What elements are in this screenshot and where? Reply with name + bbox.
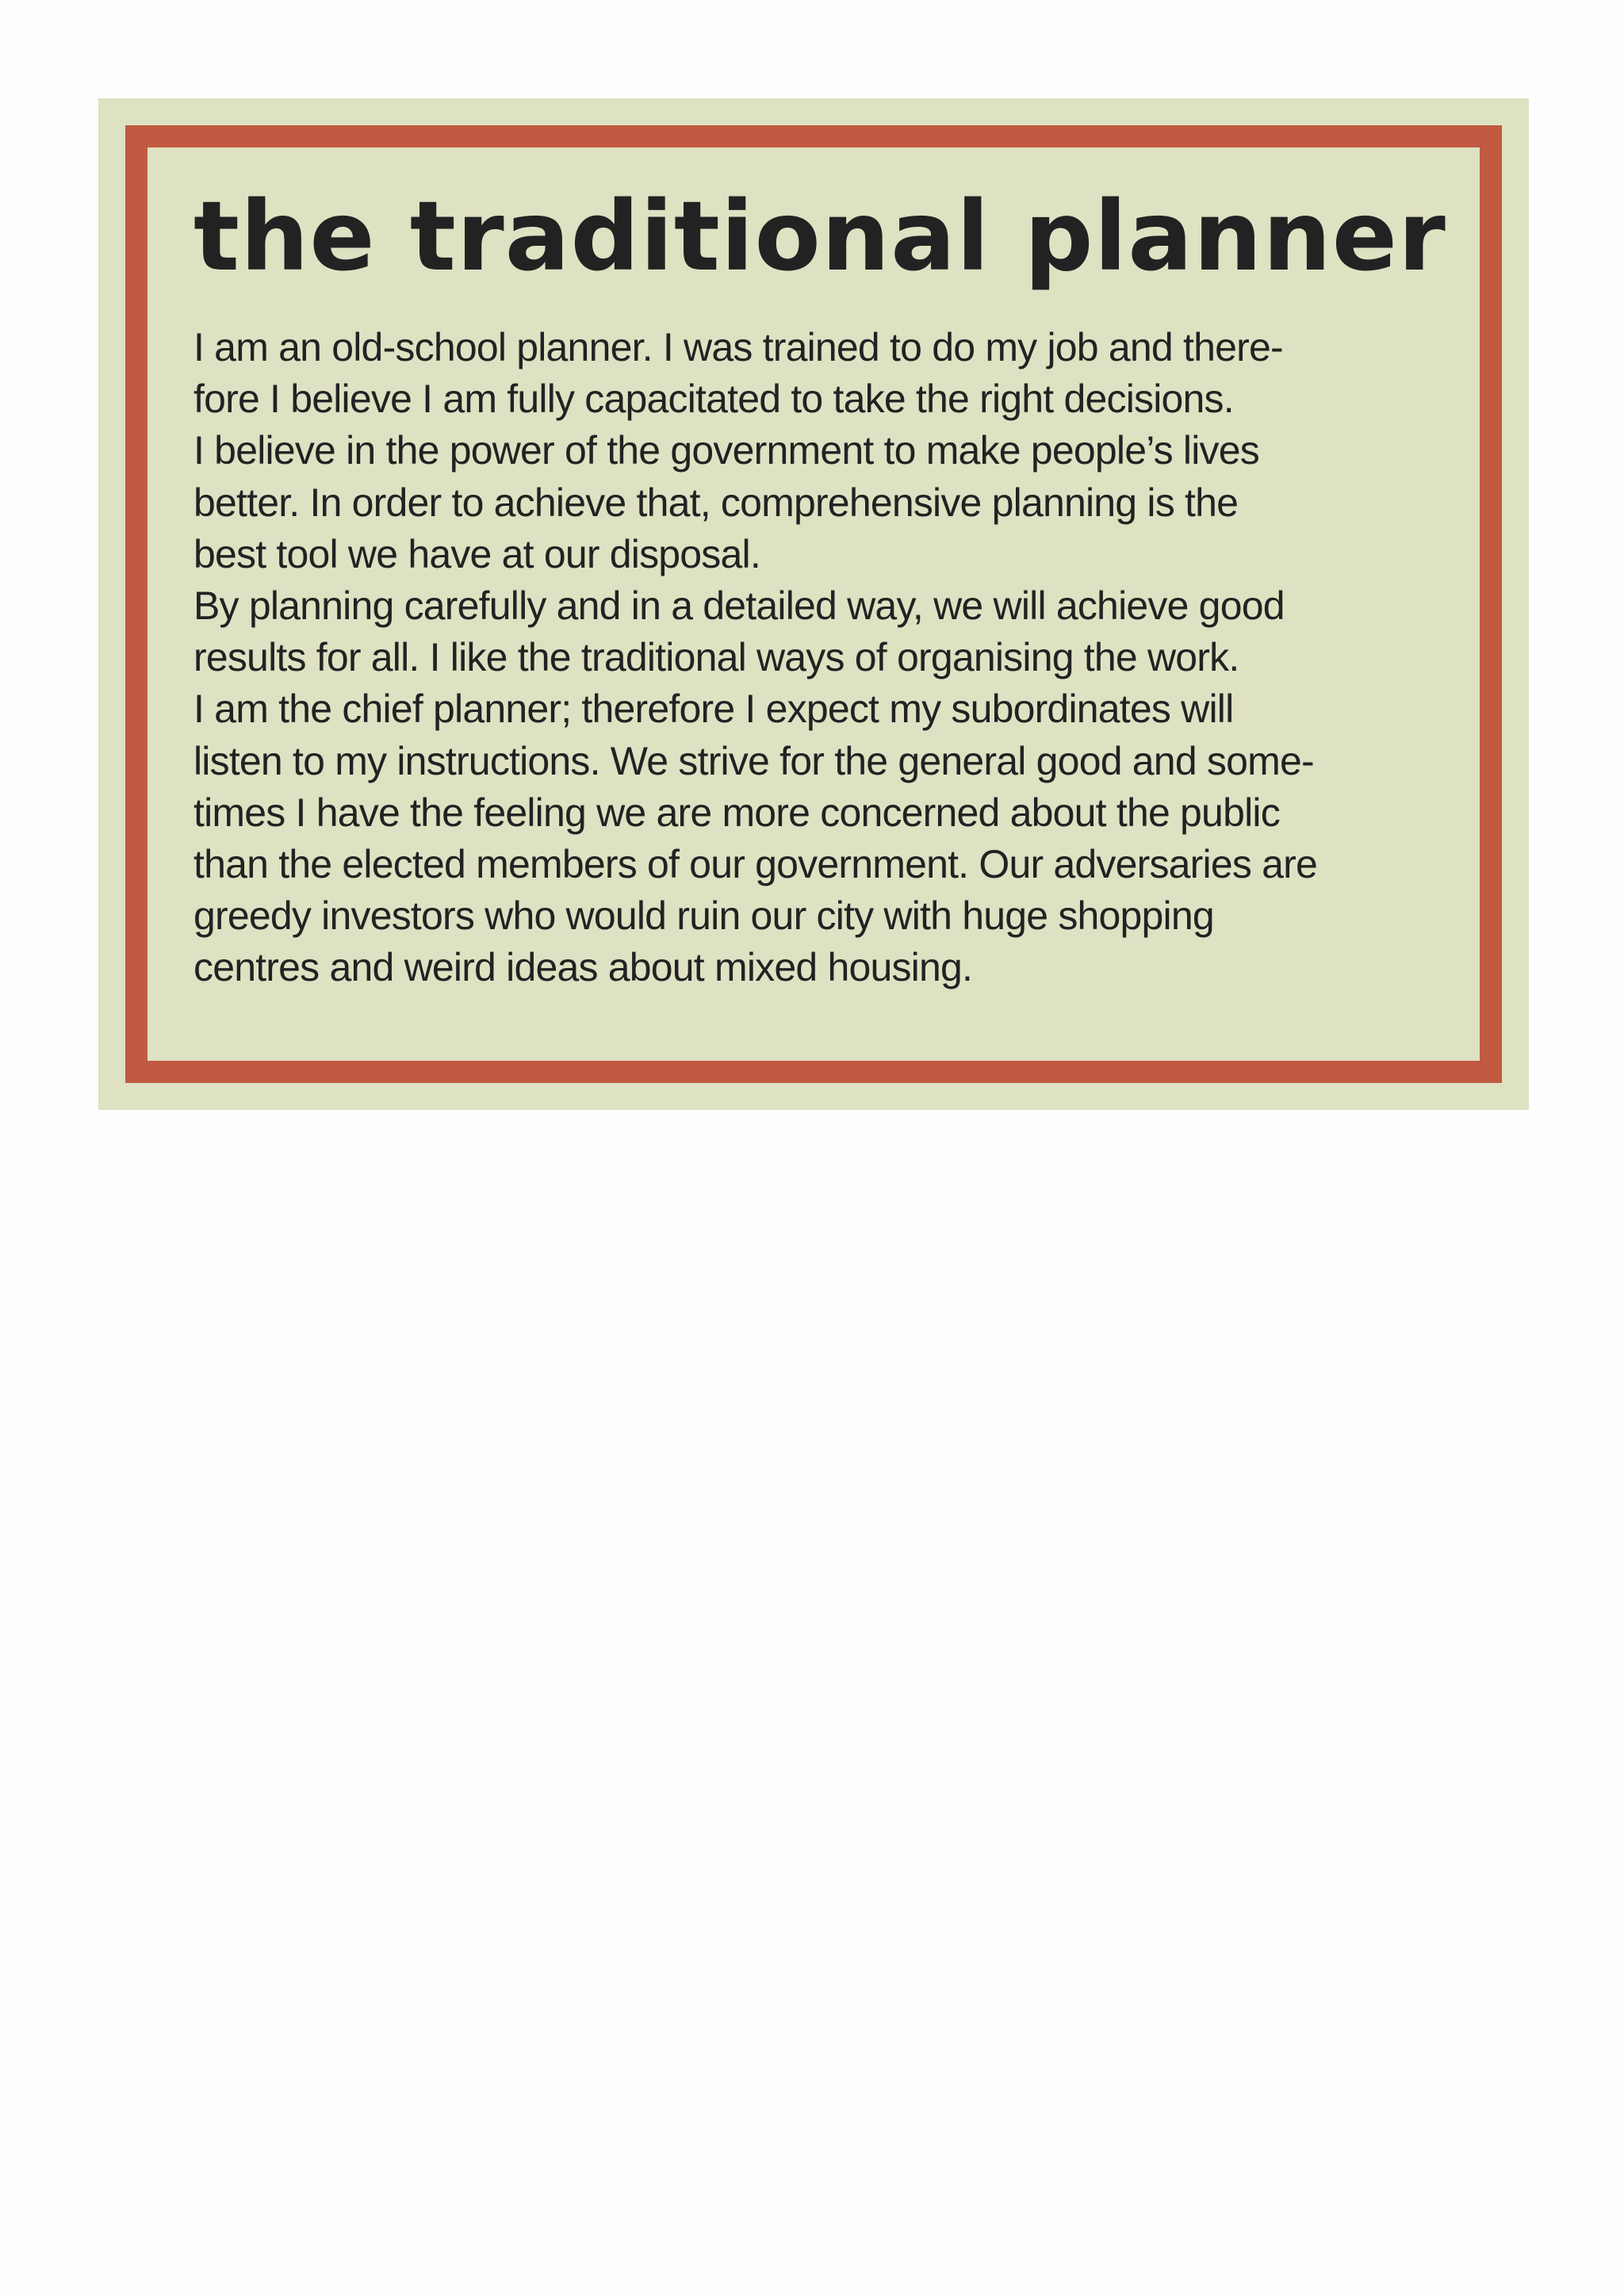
- description-line: I am an old-school planner. I was trained to do my job and there-: [193, 325, 1283, 369]
- card-description: [193, 322, 1431, 994]
- role-card: [98, 98, 1529, 1110]
- card-content-panel: [147, 147, 1480, 1061]
- description-line: better. In order to achieve that, comprehensive planning is the: [193, 480, 1239, 525]
- description-line: I am the chief planner; therefore I expect my subordinates will: [193, 687, 1234, 732]
- description-line: results for all. I like the traditional ways of organising the work.: [193, 635, 1239, 680]
- description-line: I believe in the power of the government to make people’s lives: [193, 428, 1259, 473]
- description-line: By planning carefully and in a detailed way, we will achieve good: [193, 584, 1285, 629]
- description-line: listen to my instructions. We strive for the general good and some-: [193, 738, 1314, 783]
- description-line: than the elected members of our government. Our adversaries are: [193, 842, 1318, 887]
- card-border-frame: [125, 125, 1502, 1083]
- description-line: times I have the feeling we are more concerned about the public: [193, 790, 1280, 835]
- description-line: best tool we have at our disposal.: [193, 531, 760, 576]
- description-line: greedy investors who would ruin our city with huge shopping: [193, 894, 1214, 939]
- description-line: fore I believe I am fully capacitated to take the right decisions.: [193, 377, 1234, 422]
- card-title: the traditional planner: [193, 180, 1446, 293]
- description-line: centres and weird ideas about mixed housing.: [193, 945, 973, 990]
